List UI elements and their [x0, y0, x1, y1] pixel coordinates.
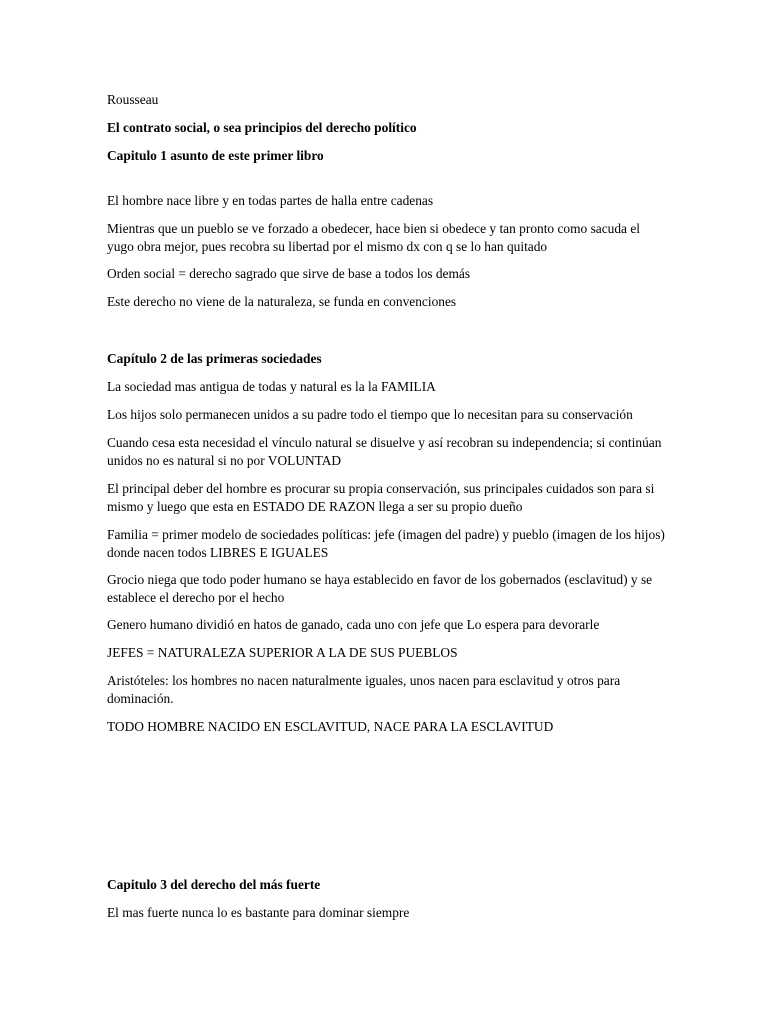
document-title: El contrato social, o sea principios del derecho político — [107, 120, 417, 135]
chapter2-paragraph-9: Aristóteles: los hombres no nacen naturalmente iguales, unos nacen para esclavitud y otros para dominación. — [107, 673, 621, 706]
chapter2-paragraph-4: El principal deber del hombre es procurar su propia conservación, sus principales cuidados son para si mismo y luego que esta en ESTADO DE RAZON llega a ser su propio dueño — [107, 481, 655, 514]
chapter2-paragraph-10: TODO HOMBRE NACIDO EN ESCLAVITUD, NACE PARA LA ESCLAVITUD — [107, 719, 554, 734]
chapter2-paragraph-8: JEFES = NATURALEZA SUPERIOR A LA DE SUS PUEBLOS — [107, 645, 458, 660]
chapter2-paragraph-7: Genero humano dividió en hatos de ganado, cada uno con jefe que Lo espera para devorarle — [107, 617, 600, 632]
chapter2-paragraph-3: Cuando cesa esta necesidad el vínculo natural se disuelve y así recobran su independencia; si continúan unidos no es natural si no por VOLUNTAD — [107, 435, 662, 468]
chapter2-paragraph-2: Los hijos solo permanecen unidos a su padre todo el tiempo que lo necesitan para su conservación — [107, 407, 633, 422]
chapter1-paragraph-1: El hombre nace libre y en todas partes de halla entre cadenas — [107, 193, 434, 208]
chapter2-heading: Capítulo 2 de las primeras sociedades — [107, 351, 322, 366]
chapter1-heading: Capitulo 1 asunto de este primer libro — [107, 148, 324, 163]
chapter2-paragraph-6: Grocio niega que todo poder humano se haya establecido en favor de los gobernados (esclavitud) y se establece el derecho por el hecho — [107, 572, 653, 605]
chapter1-paragraph-2: Mientras que un pueblo se ve forzado a obedecer, hace bien si obedece y tan pronto como sacuda el yugo obra mejor, pues recobra su libertad por el mismo dx con q se lo han quitado — [107, 221, 641, 254]
chapter2-paragraph-5: Familia = primer modelo de sociedades políticas: jefe (imagen del padre) y pueblo (imagen de los hijos) donde nacen todos LIBRES E IGUALES — [107, 527, 665, 560]
author-line: Rousseau — [107, 92, 159, 107]
chapter3-paragraph-1: El mas fuerte nunca lo es bastante para dominar siempre — [107, 905, 410, 920]
chapter1-paragraph-4: Este derecho no viene de la naturaleza, se funda en convenciones — [107, 294, 457, 309]
chapter2-paragraph-1: La sociedad mas antigua de todas y natural es la la FAMILIA — [107, 379, 436, 394]
chapter3-heading: Capitulo 3 del derecho del más fuerte — [107, 877, 321, 892]
chapter1-paragraph-3: Orden social = derecho sagrado que sirve de base a todos los demás — [107, 266, 471, 281]
